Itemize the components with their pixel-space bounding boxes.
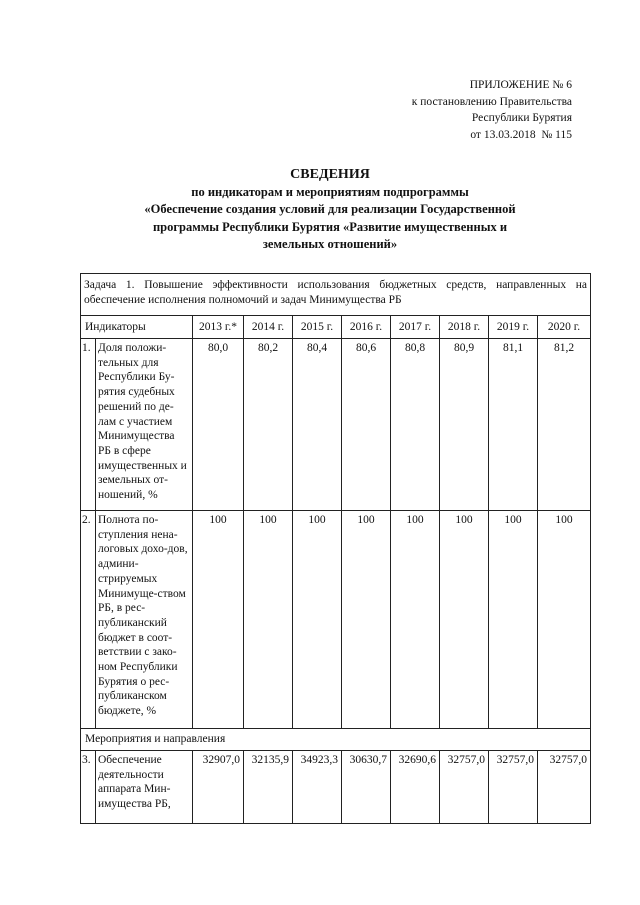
- row-number: 2.: [81, 511, 96, 729]
- value-cell: 30630,7: [342, 751, 391, 824]
- value-cell: 100: [489, 511, 538, 729]
- indicator-name: Полнота по-ступления нена-логовых дохо-дов, админи-стрируемых Минимуще-ством РБ, в рес-публиканский бюджет в соот-ветствии с зако-ном Республики Бурятия о рес-публиканском бюджете, %: [96, 511, 193, 729]
- value-cell: 32757,0: [440, 751, 489, 824]
- task-row: [81, 274, 591, 316]
- appendix-line-3: Республики Бурятия: [471, 112, 572, 124]
- title-line-4: земельных отношений»: [262, 237, 398, 251]
- value-cell: 100: [440, 511, 489, 729]
- document-title: [80, 166, 580, 254]
- title-line-3: программы Республики Бурятия «Развитие имущественных и: [152, 219, 508, 234]
- header-indicators: Индикаторы: [81, 316, 193, 339]
- table-row: [81, 339, 591, 511]
- indicator-name: Доля положи-тельных для Республики Бу-рятия судебных решений по де-лам с участием Минимущества РБ в сфере имущественных и земельных от-ношений, %: [96, 339, 193, 511]
- header-year: 2013 г.*: [193, 316, 244, 339]
- value-cell: 80,6: [342, 339, 391, 511]
- value-cell: 80,2: [244, 339, 293, 511]
- value-cell: 81,2: [538, 339, 591, 511]
- task-text: Задача 1. Повышение эффективности использования бюджетных средств, направленных на обеспечение исполнения полномочий и задач Минимущества РБ: [81, 274, 591, 316]
- value-cell: 100: [293, 511, 342, 729]
- value-cell: 32757,0: [489, 751, 538, 824]
- header-year: 2019 г.: [489, 316, 538, 339]
- appendix-line-4: от 13.03.2018 № 115: [470, 128, 572, 141]
- value-cell: 34923,3: [293, 751, 342, 824]
- appendix-line-1: ПРИЛОЖЕНИЕ № 6: [469, 79, 572, 91]
- appendix-line-2: к постановлению Правительства: [411, 95, 572, 108]
- value-cell: 32135,9: [244, 751, 293, 824]
- measure-name: Обеспечение деятельности аппарата Мин-имущества РБ,: [96, 751, 193, 824]
- value-cell: 80,9: [440, 339, 489, 511]
- table-row: [81, 511, 591, 729]
- header-year: 2016 г.: [342, 316, 391, 339]
- header-year: 2017 г.: [391, 316, 440, 339]
- value-cell: 32907,0: [193, 751, 244, 824]
- value-cell: 80,8: [391, 339, 440, 511]
- table-row: [81, 751, 591, 824]
- appendix-block: [412, 77, 572, 143]
- value-cell: 80,4: [293, 339, 342, 511]
- value-cell: 100: [244, 511, 293, 729]
- row-number: 1.: [81, 339, 96, 511]
- title-heading: СВЕДЕНИЯ: [290, 167, 370, 182]
- value-cell: 80,0: [193, 339, 244, 511]
- header-year: 2014 г.: [244, 316, 293, 339]
- indicators-table: [80, 273, 591, 824]
- header-year: 2015 г.: [293, 316, 342, 339]
- section-title: Мероприятия и направления: [81, 729, 591, 751]
- header-row: [81, 316, 591, 339]
- row-number: 3.: [81, 751, 96, 824]
- value-cell: 100: [538, 511, 591, 729]
- value-cell: 32757,0: [538, 751, 591, 824]
- value-cell: 100: [193, 511, 244, 729]
- header-year: 2018 г.: [440, 316, 489, 339]
- title-line-1: по индикаторам и мероприятиям подпрограммы: [191, 184, 469, 199]
- title-line-2: «Обеспечение создания условий для реализации Государственной: [144, 202, 516, 216]
- section-row: [81, 729, 591, 751]
- header-year: 2020 г.: [538, 316, 591, 339]
- value-cell: 100: [391, 511, 440, 729]
- value-cell: 100: [342, 511, 391, 729]
- value-cell: 32690,6: [391, 751, 440, 824]
- value-cell: 81,1: [489, 339, 538, 511]
